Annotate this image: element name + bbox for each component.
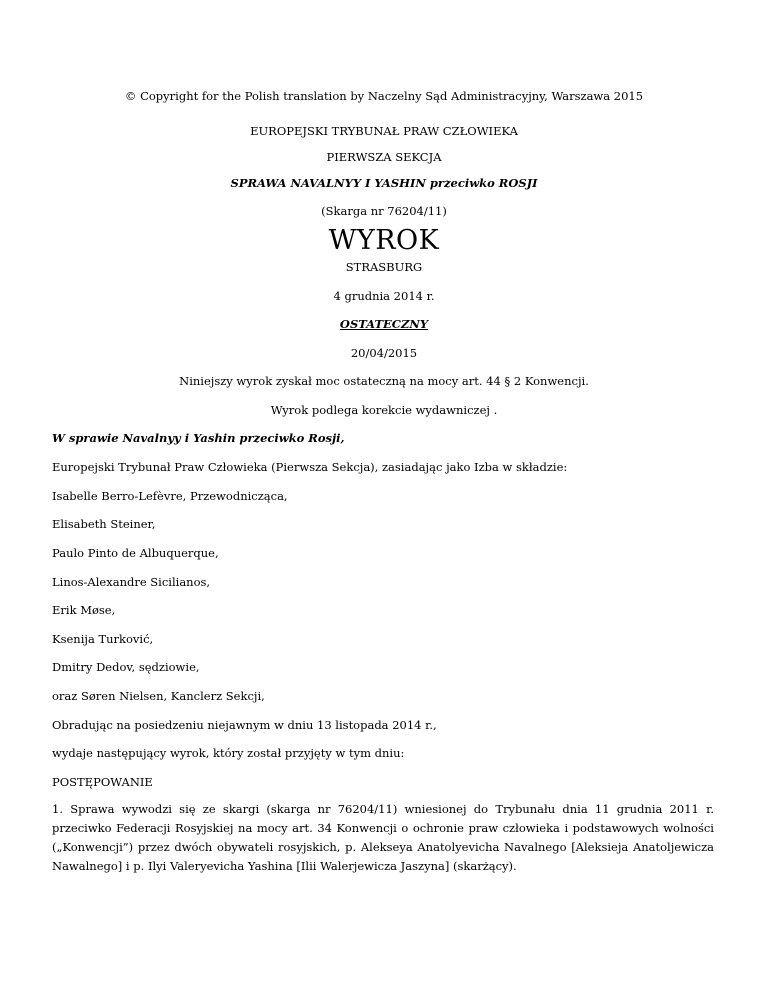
document-type-heading: WYROK (328, 225, 440, 256)
application-number: (Skarga nr 76204/11) (321, 204, 447, 218)
judge-line: Elisabeth Steiner, (52, 517, 156, 531)
paragraph-1: 1. Sprawa wywodzi się ze skargi (skarga nr 76204/11) wniesionej do Trybunału dnia 11 grudnia 2011 r. przeciwko Federacji Rosyjskiej na mocy art. 34 Konwencji o ochronie praw człowieka i podstawowych wolności („Konwencji”) przez dwóch obywateli rosyjskich, p. Alekseya Anatolyevicha Navalnego [Aleksieja Anatoljewicza Nawalnego] i p. Ilyi Valeryevicha Yashina [Ilii Walerjewicza Jaszyna] (skarżący). (52, 802, 714, 873)
procedure-heading: POSTĘPOWANIE (52, 775, 153, 789)
delivers-line: wydaje następujący wyrok, który został przyjęty w tym dniu: (52, 746, 405, 760)
judgment-date: 4 grudnia 2014 r. (333, 289, 435, 303)
section-name: PIERWSZA SEKCJA (326, 150, 442, 164)
case-heading: W sprawie Navalnyy i Yashin przeciwko Rosji, (52, 431, 345, 445)
judge-line: Erik Møse, (52, 603, 116, 617)
court-name: EUROPEJSKI TRYBUNAŁ PRAW CZŁOWIEKA (250, 124, 518, 138)
editorial-note: Wyrok podlega korekcie wydawniczej . (270, 403, 498, 417)
copyright-notice: © Copyright for the Polish translation by Naczelny Sąd Administracyjny, Warszawa 2015 (124, 89, 644, 103)
place: STRASBURG (345, 260, 423, 274)
judge-line: Isabelle Berro-Lefèvre, Przewodnicząca, (52, 489, 288, 503)
judge-line: Linos-Alexandre Sicilianos, (52, 575, 211, 589)
judge-line: Ksenija Turković, (52, 632, 154, 646)
final-label: OSTATECZNY (339, 317, 429, 331)
registrar-line: oraz Søren Nielsen, Kanclerz Sekcji, (52, 689, 265, 703)
judge-line: Paulo Pinto de Albuquerque, (52, 546, 219, 560)
court-composition-intro: Europejski Trybunał Praw Człowieka (Pierwsza Sekcja), zasiadając jako Izba w składzie: (52, 460, 568, 474)
final-date: 20/04/2015 (350, 346, 418, 360)
deliberation-line: Obradując na posiedzeniu niejawnym w dniu 13 listopada 2014 r., (52, 718, 437, 732)
judge-line: Dmitry Dedov, sędziowie, (52, 660, 200, 674)
finality-note: Niniejszy wyrok zyskał moc ostateczną na mocy art. 44 § 2 Konwencji. (179, 374, 589, 388)
case-title: SPRAWA NAVALNYY I YASHIN przeciwko ROSJI (230, 176, 538, 190)
